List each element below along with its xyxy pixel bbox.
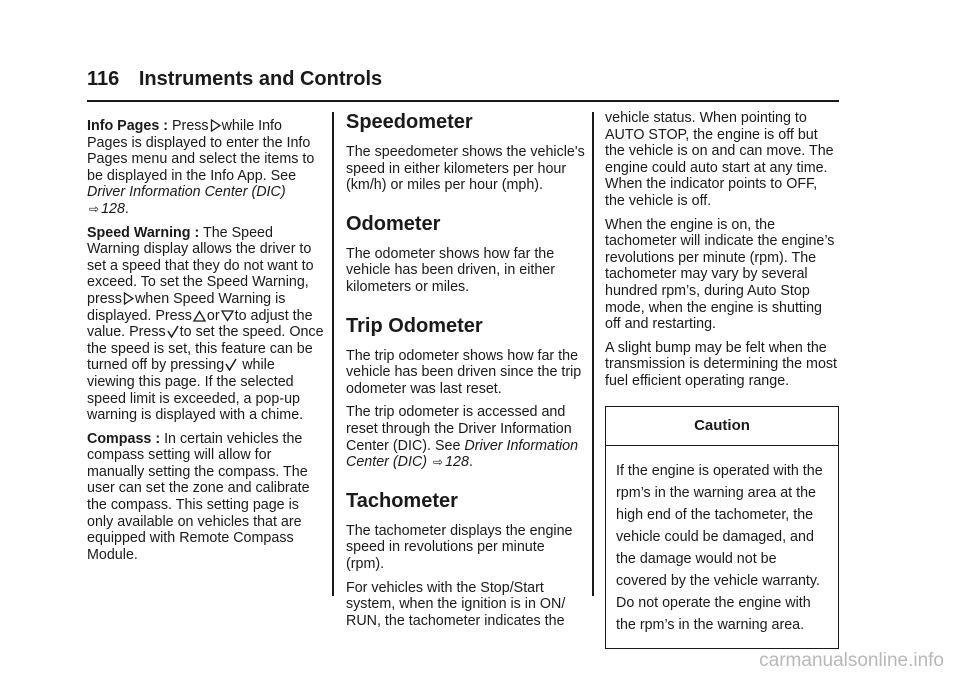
speedometer-text: The speedometer shows the vehicle's speed in either kilometers per hour (km/h) or miles per hour (mph). bbox=[346, 144, 585, 194]
odometer-heading: Odometer bbox=[346, 212, 441, 235]
trip-odometer-xref[interactable]: Driver Information Center (DIC) bbox=[346, 437, 579, 471]
column-divider-1 bbox=[332, 112, 334, 596]
xref-arrow-icon: ⇨ bbox=[89, 201, 100, 216]
compass-label: Compass : bbox=[87, 430, 161, 447]
right-arrow-button-icon bbox=[210, 118, 221, 135]
tachometer-rpm-text: When the engine is on, the tachometer will indicate the engine’s revolutions per minute (rpm). The tachometer may vary by several hundred rpm’s, during Auto Stop mode, when the engine is shutting off and restarting. bbox=[605, 216, 835, 333]
speed-warning-text-1: The Speed Warning display allows the driver to set a speed that they do not want to exceed. To set the Speed Warning, press bbox=[87, 224, 314, 307]
trip-odometer-text-1: The trip odometer shows how far the vehicle has been driven since the trip odometer was last reset. bbox=[346, 347, 582, 397]
section-title: Instruments and Controls bbox=[138, 68, 383, 90]
compass-paragraph bbox=[87, 431, 325, 564]
speed-warning-text-2: when Speed Warning is displayed. Press bbox=[87, 290, 286, 324]
speedometer-heading: Speedometer bbox=[346, 111, 473, 133]
page-number: 116 bbox=[87, 68, 120, 90]
speed-warning-paragraph bbox=[87, 225, 325, 424]
info-pages-paragraph bbox=[87, 118, 325, 218]
info-pages-xref-page[interactable]: 128 bbox=[101, 200, 125, 217]
column-2 bbox=[346, 110, 586, 636]
speed-warning-text-5: to set the speed. Once the speed is set, this feature can be turned off by pressing bbox=[87, 324, 324, 374]
up-arrow-button-icon bbox=[193, 308, 206, 325]
info-pages-label: Info Pages : bbox=[87, 118, 169, 134]
down-arrow-button-icon bbox=[221, 308, 234, 325]
column-divider-2 bbox=[592, 112, 594, 596]
column-3 bbox=[605, 110, 839, 649]
trip-odometer-text-2 bbox=[346, 404, 586, 470]
xref-arrow-icon: ⇨ bbox=[433, 455, 444, 470]
caution-box bbox=[605, 406, 839, 650]
speed-warning-text-6: while viewing this page. If the selected speed limit is exceeded, a pop-up warning is displayed with a chime. bbox=[87, 357, 304, 424]
trip-odometer-text-2-body: The trip odometer is accessed and reset through the Driver Information Center (DIC). See bbox=[346, 404, 572, 454]
header-rule bbox=[87, 100, 839, 102]
tachometer-text-2: For vehicles with the Stop/Start system, when the ignition is in ON/ RUN, the tachometer indicates the bbox=[346, 579, 566, 629]
info-pages-xref[interactable]: Driver Information Center (DIC) bbox=[87, 184, 286, 201]
page-header bbox=[87, 68, 382, 91]
tachometer-status-text: vehicle status. When pointing to AUTO STOP, the engine is off but the vehicle is on and can move. The engine could auto start at any time. When the indicator points to OFF, the vehicle is off. bbox=[605, 110, 834, 209]
tachometer-heading: Tachometer bbox=[346, 489, 458, 512]
column-1 bbox=[87, 118, 325, 570]
checkmark-select-button-icon bbox=[225, 357, 237, 374]
compass-text: In certain vehicles the compass setting will allow for manually setting the compass. The user can set the zone and calibrate the compass. This setting page is only available on vehicles that are equipped with Remote Compass Module. bbox=[87, 430, 310, 563]
caution-title: Caution bbox=[606, 407, 838, 447]
caution-body: If the engine is operated with the rpm’s in the warning area at the high end of the tachometer, the vehicle could be damaged, and the damage would not be covered by the vehicle warranty. Do not operate the engine with the rpm’s in the warning area. bbox=[616, 463, 823, 634]
transmission-bump-text: A slight bump may be felt when the transmission is determining the most fuel efficient operating range. bbox=[605, 339, 838, 389]
odometer-text: The odometer shows how far the vehicle has been driven, in either kilometers or miles. bbox=[346, 245, 556, 295]
watermark: carmanualsonline.info bbox=[759, 650, 944, 671]
speed-warning-text-3: or bbox=[206, 307, 220, 324]
info-pages-text-2: while Info Pages is displayed to enter the Info Pages menu and select the items to be displayed in the Info App. See bbox=[87, 118, 315, 184]
trip-odometer-heading: Trip Odometer bbox=[346, 314, 483, 337]
speed-warning-text-4: to adjust the value. Press bbox=[87, 307, 313, 341]
info-pages-text-1: Press bbox=[172, 118, 209, 134]
checkmark-select-button-icon bbox=[167, 324, 179, 341]
trip-odometer-xref-page[interactable]: 128 bbox=[445, 454, 469, 471]
speed-warning-label: Speed Warning : bbox=[87, 224, 200, 241]
tachometer-text-1: The tachometer displays the engine speed in revolutions per minute (rpm). bbox=[346, 522, 573, 572]
info-pages-end: . bbox=[124, 200, 129, 217]
trip-odometer-end: . bbox=[468, 454, 473, 471]
right-arrow-button-icon bbox=[123, 291, 134, 308]
